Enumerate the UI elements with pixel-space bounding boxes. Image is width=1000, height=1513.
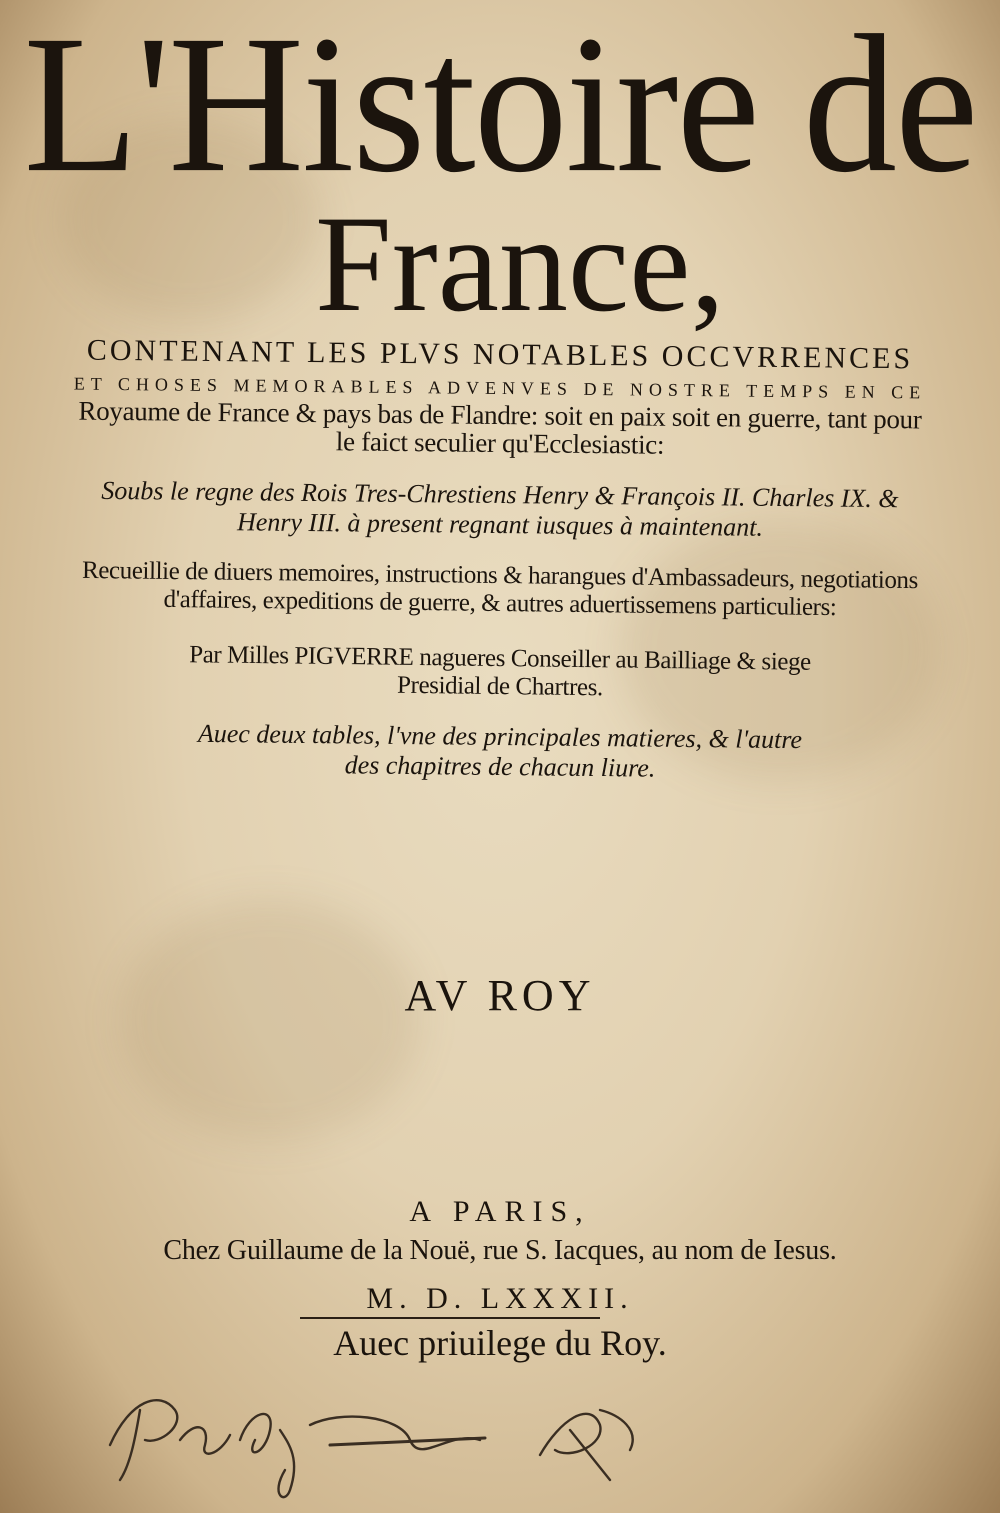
subtitle-caps-line-1: CONTENANT LES PLVS NOTABLES OCCVRRENCES: [86, 333, 914, 376]
sources-line-1: Recueillie de diuers memoires, instructions & harangues d'Ambassadeurs, negotiations: [81, 556, 919, 595]
subtitle-body-line-2: le faict seculier qu'Ecclesiastic:: [335, 426, 665, 460]
imprint-privilege: Auec priuilege du Roy.: [333, 1323, 667, 1363]
signature-stroke: [279, 1430, 295, 1497]
signature-stroke: [240, 1414, 271, 1452]
title-line-2: France,: [315, 187, 725, 340]
author-line-2: Presidial de Chartres.: [396, 671, 604, 702]
title-line-1: L'Histoire de: [23, 0, 977, 214]
signature-stroke: [540, 1410, 633, 1480]
reign-line-1: Soubs le regne des Rois Tres-Chrestiens Henry & François II. Charles IX. &: [101, 475, 899, 514]
imprint-printer: Chez Guillaume de la Nouë, rue S. Iacques, au nom de Iesus.: [163, 1235, 837, 1266]
handwritten-signature: [100, 1370, 660, 1510]
strike-through: [330, 1438, 485, 1445]
date-underline: [300, 1317, 600, 1319]
signature-stroke: [110, 1400, 177, 1480]
tables-line-2: des chapitres de chacun liure.: [344, 750, 656, 783]
reign-line-2: Henry III. à present regnant iusques à maintenant.: [236, 507, 764, 542]
subtitle-caps-line-2: ET CHOSES MEMORABLES ADVENVES DE NOSTRE TEMPS EN CE: [73, 373, 927, 403]
subtitle-body-line-1: Royaume de France & pays bas de Flandre: soit en paix soit en guerre, tant pour: [78, 395, 922, 435]
dedication: AV ROY: [404, 971, 596, 1020]
sources-line-2: d'affaires, expeditions de guerre, & autres aduertissemens particuliers:: [163, 585, 837, 622]
signature-stroke: [180, 1427, 230, 1453]
imprint-date: M. D. LXXXII.: [366, 1282, 634, 1315]
imprint-city: A PARIS,: [409, 1195, 591, 1228]
author-line-1: Par Milles PIGVERRE nagueres Conseiller au Bailliage & siege: [189, 641, 812, 676]
tables-line-1: Auec deux tables, l'vne des principales matieres, & l'autre: [197, 718, 803, 755]
